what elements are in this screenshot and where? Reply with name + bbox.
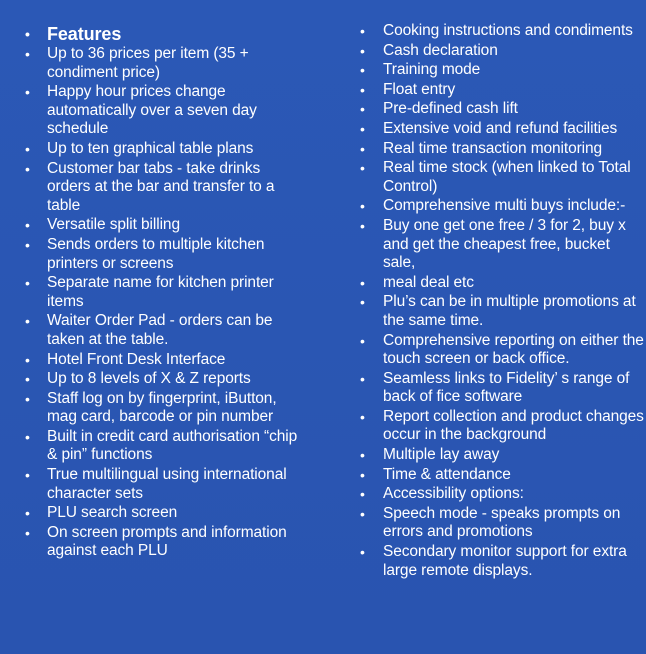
feature-left-item-text: Up to 36 prices per item (35 + condiment price) <box>47 45 249 81</box>
feature-left-item <box>0 370 300 389</box>
bullet-icon: • <box>360 217 365 234</box>
bullet-icon: • <box>360 274 365 291</box>
feature-left-item <box>0 45 300 82</box>
bullet-icon: • <box>25 371 30 388</box>
feature-left-item <box>0 351 300 370</box>
feature-left-item-text: Separate name for kitchen printer items <box>47 274 274 310</box>
feature-right-item <box>358 332 646 369</box>
bullet-icon: • <box>360 120 365 137</box>
feature-left-item-text: Waiter Order Pad - orders can be taken at the table. <box>47 312 273 348</box>
bullet-icon: • <box>360 447 365 464</box>
feature-left-item-text: Customer bar tabs - take drinks orders at the bar and transfer to a table <box>47 159 275 214</box>
feature-left-item-text: Built in credit card authorisation “chip & pin” functions <box>47 427 298 464</box>
feature-left-item <box>0 524 300 561</box>
bullet-icon: • <box>360 42 365 59</box>
feature-left-item <box>0 140 300 159</box>
bullet-icon: • <box>360 160 365 177</box>
feature-right-item <box>358 408 646 445</box>
bullet-icon: • <box>25 351 30 368</box>
feature-left-item-text: Up to ten graphical table plans <box>47 139 254 157</box>
feature-left-item <box>0 83 300 139</box>
bullet-icon: • <box>360 294 365 311</box>
bullet-icon: • <box>360 101 365 118</box>
bullet-icon: • <box>360 544 365 561</box>
bullet-icon: • <box>25 524 30 541</box>
feature-right-item-text: Speech mode - speaks prompts on errors and promotions <box>383 504 621 541</box>
feature-left-item <box>0 312 300 349</box>
features-list-right <box>358 22 646 581</box>
feature-left-item <box>0 216 300 235</box>
feature-left-item-text: Hotel Front Desk Interface <box>47 350 226 368</box>
feature-right-item <box>358 446 646 465</box>
bullet-icon: • <box>25 467 30 484</box>
bullet-icon: • <box>360 370 365 387</box>
feature-left-item <box>0 504 300 523</box>
feature-right-item-text: Comprehensive multi buys include:- <box>383 197 626 215</box>
feature-right-item <box>358 120 646 139</box>
feature-right-item-text: Multiple lay away <box>383 446 500 464</box>
feature-left-item <box>0 236 300 273</box>
feature-right-item-text: Secondary monitor support for extra large remote displays. <box>383 543 627 579</box>
feature-right-item <box>358 485 646 504</box>
feature-right-item <box>358 274 646 293</box>
feature-right-item-text: Training mode <box>383 61 481 79</box>
bullet-icon: • <box>25 428 30 445</box>
feature-right-item-text: Comprehensive reporting on either the touch screen or back office. <box>383 331 644 368</box>
feature-right-item-text: Time & attendance <box>383 465 511 483</box>
feature-right-item-text: meal deal etc <box>383 273 474 291</box>
feature-right-item <box>358 22 646 41</box>
bullet-icon: • <box>25 390 30 407</box>
bullet-icon: • <box>360 466 365 483</box>
feature-left-item <box>0 274 300 311</box>
bullet-icon: • <box>25 84 30 101</box>
feature-right-item <box>358 42 646 61</box>
bullet-icon: • <box>25 160 30 177</box>
feature-right-item <box>358 81 646 100</box>
feature-left-item <box>0 428 300 465</box>
feature-right-item <box>358 100 646 119</box>
feature-right-item-text: Extensive void and refund facilities <box>383 119 618 137</box>
feature-right-item <box>358 61 646 80</box>
features-list-left <box>0 23 300 562</box>
features-heading <box>0 23 300 45</box>
feature-left-item <box>0 466 300 503</box>
feature-right-item-text: Report collection and product changes occur in the background <box>383 407 644 444</box>
feature-right-item <box>358 140 646 159</box>
bullet-icon: • <box>360 486 365 503</box>
bullet-icon: • <box>25 505 30 522</box>
feature-right-item-text: Seamless links to Fidelity’ s range of back of fice software <box>383 369 630 406</box>
feature-right-item-text: Pre-defined cash lift <box>383 100 518 118</box>
feature-right-item <box>358 159 646 196</box>
bullet-icon: • <box>360 81 365 98</box>
bullet-icon: • <box>25 275 30 292</box>
feature-right-item <box>358 466 646 485</box>
feature-right-item-text: Cooking instructions and condiments <box>383 22 633 39</box>
bullet-icon: • <box>25 313 30 330</box>
feature-right-item <box>358 543 646 580</box>
feature-left-item-text: Versatile split billing <box>47 216 180 234</box>
feature-right-item-text: Accessibility options: <box>383 485 524 503</box>
bullet-icon: • <box>25 46 30 62</box>
feature-right-item-text: Float entry <box>383 80 456 98</box>
feature-left-item-text: PLU search screen <box>47 504 178 522</box>
bullet-icon: • <box>25 236 30 253</box>
feature-right-item-text: Cash declaration <box>383 41 498 59</box>
feature-left-item <box>0 160 300 216</box>
bullet-icon: • <box>25 26 30 42</box>
bullet-icon: • <box>360 505 365 522</box>
bullet-icon: • <box>360 62 365 79</box>
feature-right-item <box>358 370 646 407</box>
feature-right-item <box>358 505 646 542</box>
feature-left-item <box>0 390 300 427</box>
bullet-icon: • <box>360 408 365 425</box>
features-title: Features <box>47 24 122 44</box>
feature-left-item-text: Happy hour prices change automatically over a seven day schedule <box>47 83 257 138</box>
bullet-icon: • <box>25 217 30 234</box>
bullet-icon: • <box>360 332 365 349</box>
feature-right-item <box>358 293 646 330</box>
feature-left-item-text: True multilingual using international character sets <box>47 466 287 502</box>
feature-right-item <box>358 217 646 273</box>
bullet-icon: • <box>360 198 365 215</box>
feature-right-item <box>358 197 646 216</box>
feature-left-item-text: Sends orders to multiple kitchen printers or screens <box>47 235 265 272</box>
feature-right-item-text: Real time transaction monitoring <box>383 139 603 157</box>
feature-right-item-text: Plu’s can be in multiple promotions at the same time. <box>383 293 636 329</box>
feature-left-item-text: On screen prompts and information against each PLU <box>47 523 287 560</box>
feature-left-item-text: Staff log on by fingerprint, iButton, mag card, barcode or pin number <box>47 389 277 426</box>
feature-right-item-text: Real time stock (when linked to Total Control) <box>383 159 631 195</box>
feature-left-item-text: Up to 8 levels of X & Z reports <box>47 370 251 388</box>
bullet-icon: • <box>25 140 30 157</box>
bullet-icon: • <box>360 140 365 157</box>
feature-right-item-text: Buy one get one free / 3 for 2, buy x and get the cheapest free, bucket sale, <box>383 216 626 272</box>
bullet-icon: • <box>360 23 365 39</box>
